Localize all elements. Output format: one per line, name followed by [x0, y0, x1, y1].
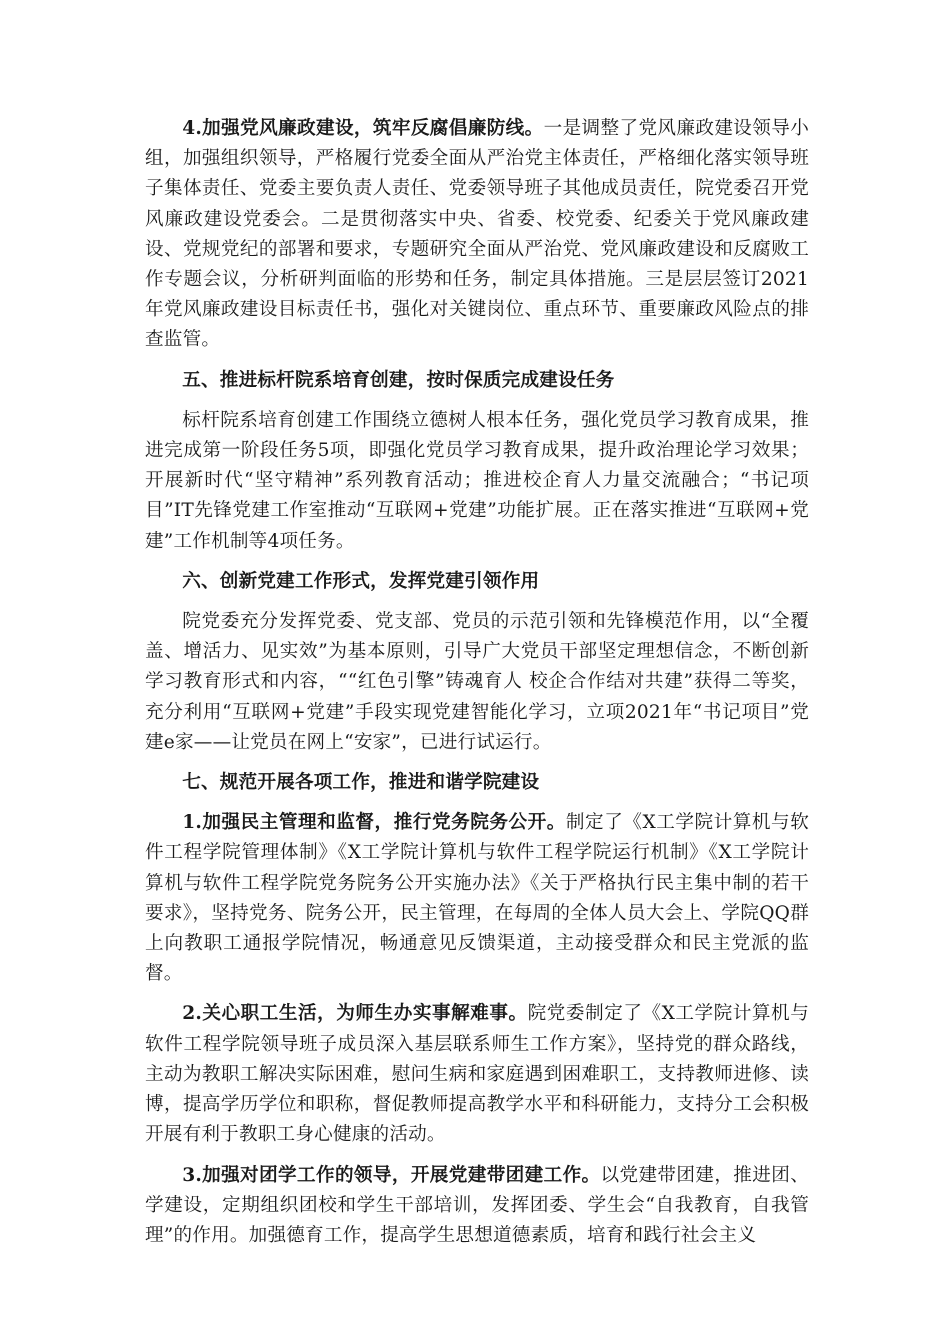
- paragraph-staff-care: [145, 999, 809, 1150]
- document-page: [145, 114, 809, 1251]
- paragraph-party-integrity: [145, 114, 809, 356]
- item-lead: 1.加强民主管理和监督，推行党务院务公开。: [182, 812, 566, 834]
- item-text: 一是调整了党风廉政建设领导小组，加强组织领导，严格履行党委全面从严治党主体责任，严格细化落实领导班子集体责任、党委主要负责人责任、党委领导班子其他成员责任，院党委召开党风廉政建设党委会。二是贯彻落实中央、省委、校党委、纪委关于党风廉政建设、党规党纪的部署和要求，专题研究全面从严治党、党风廉政建设和反腐败工作专题会议，分析研判面临的形势和任务，制定具体措施。三是层层签订2021年党风廉政建设目标责任书，强化对关键岗位、重点环节、重要廉政风险点的排查监管。: [145, 118, 809, 351]
- item-lead: 3.加强对团学工作的领导，开展党建带团建工作。: [182, 1164, 601, 1186]
- item-text: 制定了《X工学院计算机与软件工程学院管理体制》《X工学院计算机与软件工程学院运行机制》《X工学院计算机与软件工程学院党务院务公开实施办法》《关于严格执行民主集中制的若干要求》，坚持党务、院务公开，民主管理，在每周的全体人员大会上、学院QQ群上向教职工通报学院情况，畅通意见反馈渠道，主动接受群众和民主党派的监督。: [145, 812, 809, 985]
- item-lead: 2.关心职工生活，为师生办实事解难事。: [182, 1003, 528, 1025]
- item-text: 以党建带团建，推进团、学建设，定期组织团校和学生干部培训，发挥团委、学生会“自我教育，自我管理”的作用。加强德育工作，提高学生思想道德素质，培育和践行社会主义: [145, 1164, 809, 1246]
- item-text: 院党委制定了《X工学院计算机与软件工程学院领导班子成员深入基层联系师生工作方案》，坚持党的群众路线，主动为教职工解决实际困难，慰问生病和家庭遇到困难职工，支持教师进修、读博，提高学历学位和职称，督促教师提高教学水平和科研能力，支持分工会积极开展有利于教职工身心健康的活动。: [145, 1003, 809, 1146]
- section-heading-6: 六、创新党建工作形式，发挥党建引领作用: [182, 570, 540, 592]
- item-lead: 4.加强党风廉政建设，筑牢反腐倡廉防线。: [182, 118, 544, 139]
- paragraph-innovation: 院党委充分发挥党委、党支部、党员的示范引领和先锋模范作用，以“全覆盖、增活力、见实效”为基本原则，引导广大党员干部坚定理想信念，不断创新学习教育形式和内容，““红色引擎”铸魂育人 校企合作结对共建”获得二等奖，充分利用“互联网+党建”手段实现党建智能化学习，立项2021年“书记项目”党建e家——让党员在网上“安家”，已进行试运行。: [145, 611, 809, 753]
- section-heading-7: 七、规范开展各项工作，推进和谐学院建设: [182, 772, 540, 794]
- section-heading-5: 五、推进标杆院系培育创建，按时保质完成建设任务: [182, 369, 615, 391]
- paragraph-benchmark: 标杆院系培育创建工作围绕立德树人根本任务，强化党员学习教育成果，推进完成第一阶段任务5项，即强化党员学习教育成果，提升政治理论学习效果；开展新时代“坚守精神”系列教育活动；推进校企育人力量交流融合；“书记项目”IT先锋党建工作室推动“互联网+党建”功能扩展。正在落实推进“互联网+党建”工作机制等4项任务。: [145, 409, 809, 552]
- paragraph-democratic-management: [145, 808, 809, 989]
- paragraph-youth-league: [145, 1161, 809, 1252]
